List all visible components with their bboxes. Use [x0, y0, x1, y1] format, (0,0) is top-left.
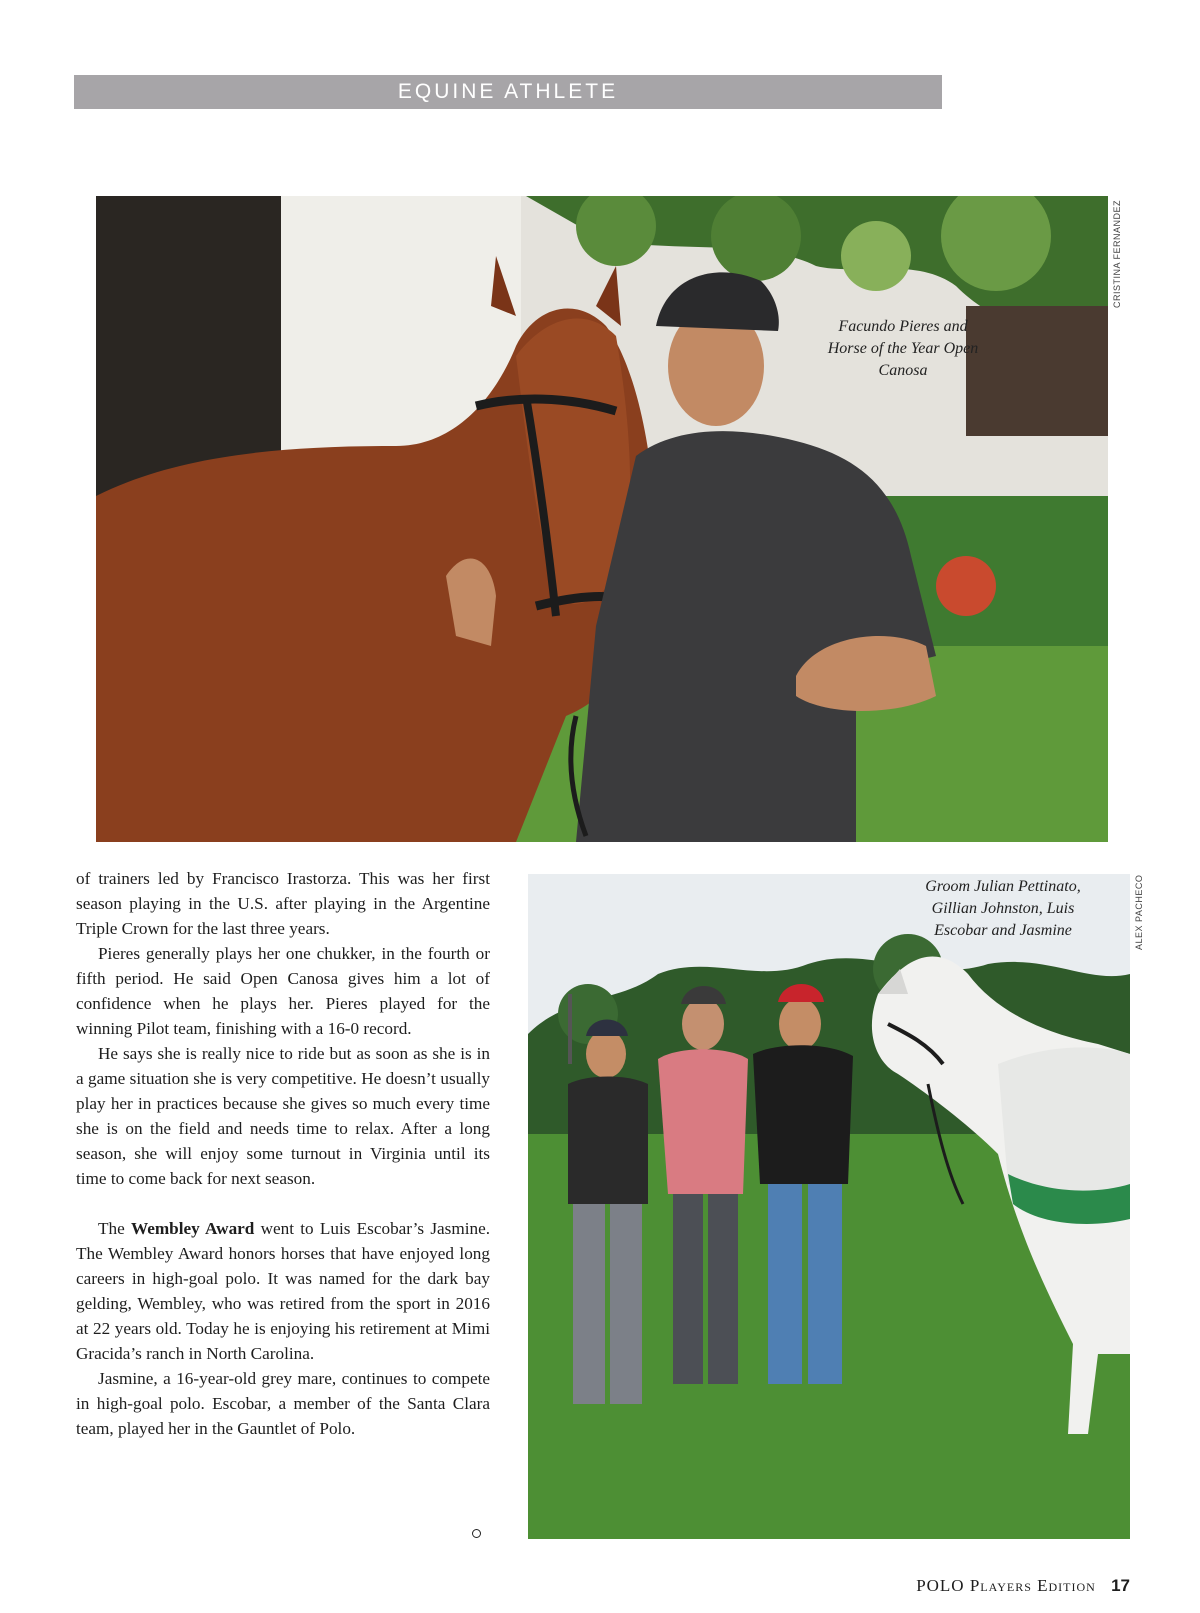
page-footer	[916, 1576, 1130, 1596]
section-title-bar	[74, 75, 942, 109]
photo-pieres-illustration	[96, 196, 1108, 842]
article-paragraph-3: He says she is really nice to ride but as soon as she is in a game situation she is very competitive. He doesn’t usually play her in practices because she gives so much every time she is on the field and needs time to relax. After a long season, she will enjoy some turnout in Virginia until its time to come back for next season.	[76, 1044, 490, 1188]
publication-name-first: POLO	[916, 1576, 965, 1595]
publication-name-rest: Players Edition	[969, 1576, 1096, 1595]
paragraph-4-text: went to Luis Escobar’s Jasmine. The Wembley Award honors horses that have enjoyed long careers in high-goal polo. It was named for the dark bay gelding, Wembley, who was retired from the sport in 2016 at 22 years old. Today he is enjoying his retirement at Mimi Gracida’s ranch in North Carolina.	[76, 1219, 491, 1363]
article-paragraph-1: of trainers led by Francisco Irastorza. This was her first season playing in the U.S. after playing in the Argentine Triple Crown for the last three years.	[76, 869, 490, 938]
article-paragraph-4	[76, 1216, 490, 1366]
photo-caption-bottom: Groom Julian Pettinato, Gillian Johnston, Luis Escobar and Jasmine	[925, 878, 1081, 939]
end-of-article-mark	[472, 1529, 481, 1538]
photo-group-with-jasmine	[528, 874, 1130, 1539]
photo-pieres-and-horse	[96, 196, 1108, 842]
wembley-award-name: Wembley Award	[130, 1219, 255, 1238]
section-title: EQUINE ATHLETE	[397, 80, 619, 103]
photo-group-illustration	[528, 874, 1130, 1539]
article-paragraph-5: Jasmine, a 16-year-old grey mare, continues to compete in high-goal polo. Escobar, a member of the Santa Clara team, played her in the Gauntlet of Polo.	[76, 1369, 490, 1438]
article-paragraph-2: Pieres generally plays her one chukker, in the fourth or fifth period. He said Open Canosa gives him a lot of confidence when he plays her. Pieres played for the winning Pilot team, finishing with a 16-0 record.	[76, 944, 490, 1038]
page-number: 17	[1111, 1576, 1130, 1595]
photo-credit-top: CRISTINA FERNANDEZ	[1112, 199, 1122, 308]
photo-credit-bottom: ALEX PACHECO	[1134, 874, 1144, 950]
photo-caption-top: Facundo Pieres and Horse of the Year Open Canosa	[827, 318, 979, 379]
article-column	[76, 866, 490, 1441]
paragraph-4-lead: The	[98, 1219, 125, 1238]
